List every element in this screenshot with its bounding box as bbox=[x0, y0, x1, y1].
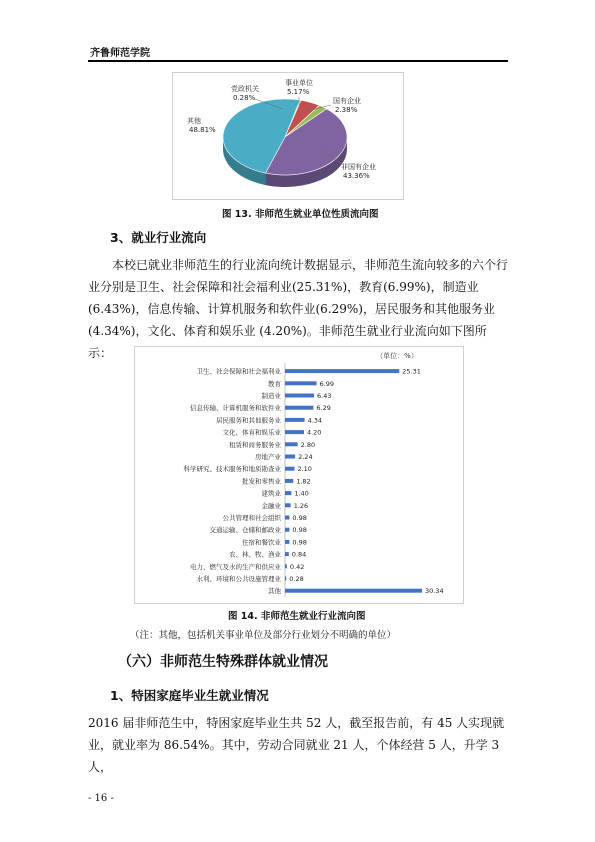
bar bbox=[285, 564, 287, 568]
pie-label-value: 0.28% bbox=[233, 94, 256, 102]
bar-value-label: 0.98 bbox=[292, 526, 307, 535]
bar-chart-unit-label: （单位：%） bbox=[376, 352, 418, 360]
pie-chart bbox=[173, 73, 403, 199]
bar-value-label: 1.82 bbox=[296, 477, 311, 486]
bar-category-label: 批发和零售业 bbox=[242, 477, 281, 486]
bar-category-label: 公共管理和社会组织 bbox=[222, 514, 281, 522]
page-number: - 16 - bbox=[88, 793, 114, 804]
section-heading-poor-families: 1、特困家庭毕业生就业情况 bbox=[110, 688, 269, 703]
bar-category-label: 金融业 bbox=[261, 501, 281, 510]
bar bbox=[285, 394, 314, 398]
bar bbox=[285, 479, 293, 483]
chart-note: （注：其他，包括机关事业单位及部分行业划分不明确的单位） bbox=[130, 630, 397, 641]
bar bbox=[285, 577, 286, 581]
bar-chart-caption: 图 14. 非师范生就业行业流向图 bbox=[228, 611, 366, 622]
pie-label-name: 党政机关 bbox=[231, 85, 259, 93]
bar-category-label: 信息传输、计算机服务和软件业 bbox=[190, 404, 281, 413]
bar-category-label: 水利、环境和公共设施管理业 bbox=[196, 575, 281, 583]
bar-value-label: 0.98 bbox=[292, 538, 307, 547]
pie-label-name: 事业单位 bbox=[285, 79, 313, 87]
bar-category-label: 农、林、牧、渔业 bbox=[229, 550, 281, 559]
bar bbox=[285, 406, 313, 410]
bar bbox=[285, 430, 304, 434]
bar-value-label: 2.10 bbox=[297, 465, 312, 474]
pie-chart-caption: 图 13. 非师范生就业单位性质流向图 bbox=[222, 209, 379, 220]
bar-chart-frame bbox=[134, 346, 464, 604]
bar bbox=[285, 369, 399, 373]
bar bbox=[285, 467, 294, 471]
bar-value-label: 2.24 bbox=[298, 453, 313, 461]
pie-chart-frame bbox=[172, 72, 404, 200]
bar-value-label: 1.40 bbox=[294, 489, 309, 498]
bar-value-label: 6.43 bbox=[317, 392, 332, 400]
bar-category-label: 交通运输、仓储和邮政业 bbox=[209, 526, 281, 535]
bar bbox=[285, 516, 289, 520]
pie-label-value: 2.38% bbox=[335, 106, 358, 114]
bar-category-label: 其他 bbox=[268, 587, 281, 596]
bar-category-label: 文化、体育和娱乐业 bbox=[222, 428, 281, 437]
bar bbox=[285, 503, 291, 507]
pie-label-name: 国有企业 bbox=[333, 97, 361, 105]
industry-flow-paragraph: 本校已就业非师范生的行业流向统计数据显示，非师范生流向较多的六个行业分别是卫生、社会保障和社会福利业(25.31%)，教育(6.99%)，制造业(6.43%)，信息传输、计算机服务和软件业(6.29%)，居民服务和其他服务业(4.34%)，文化、体育和娱乐业 (4.20%)。非师范生就业行业流向如下图所示： bbox=[88, 258, 509, 360]
poor-families-paragraph: 2016 届非师范生中，特困家庭毕业生共 52 人，截至报告前，有 45 人实现就业，就业率为 86.54%。其中，劳动合同就业 21 人，个体经营 5 人，升学 3 人， bbox=[88, 716, 505, 774]
bar-value-label: 0.98 bbox=[292, 514, 307, 522]
bar bbox=[285, 552, 289, 556]
bar-value-label: 4.20 bbox=[306, 428, 322, 437]
bar bbox=[285, 528, 289, 532]
bar-category-label: 制造业 bbox=[261, 392, 281, 400]
bar bbox=[285, 455, 295, 459]
section-heading-industry-flow: 3、就业行业流向 bbox=[110, 230, 207, 245]
bar-chart bbox=[135, 347, 463, 603]
bar bbox=[285, 418, 305, 422]
bar bbox=[285, 589, 422, 593]
bar-value-label: 1.26 bbox=[293, 501, 309, 510]
bar-value-label: 25.31 bbox=[402, 367, 421, 376]
bar-category-label: 建筑业 bbox=[261, 489, 281, 498]
pie-label-value: 43.36% bbox=[343, 172, 370, 180]
bar-value-label: 6.99 bbox=[319, 379, 335, 388]
bar-value-label: 0.84 bbox=[291, 550, 307, 559]
document-header-title: 齐鲁师范学院 bbox=[90, 48, 150, 59]
bar-category-label: 电力、燃气及水的生产和供应业 bbox=[190, 562, 281, 571]
bar-category-label: 租赁和商务服务业 bbox=[229, 440, 281, 449]
bar-value-label: 0.42 bbox=[289, 562, 305, 571]
bar-category-label: 卫生、社会保障和社会福利业 bbox=[196, 367, 281, 376]
bar-value-label: 30.34 bbox=[425, 587, 444, 596]
bar-category-label: 教育 bbox=[268, 379, 281, 388]
pie-label-name: 其他 bbox=[187, 117, 201, 125]
bar bbox=[285, 491, 291, 495]
bar bbox=[285, 540, 289, 544]
bar-category-label: 房地产业 bbox=[255, 453, 281, 461]
bar-category-label: 住宿和餐饮业 bbox=[242, 538, 281, 547]
header-divider bbox=[88, 60, 508, 62]
bar-value-label: 2.80 bbox=[300, 440, 316, 449]
pie-label-name: 非国有企业 bbox=[341, 163, 376, 171]
section-heading-special-groups: （六）非师范生特殊群体就业情况 bbox=[118, 654, 328, 670]
bar bbox=[285, 381, 317, 385]
bar-category-label: 科学研究、技术服务和地质勘查业 bbox=[183, 465, 281, 474]
bar-category-label: 居民服务和其他服务业 bbox=[216, 416, 281, 425]
pie-label-value: 48.81% bbox=[189, 126, 216, 134]
bar-value-label: 4.34 bbox=[307, 416, 323, 425]
pie-label-value: 5.17% bbox=[287, 88, 310, 96]
bar-value-label: 6.29 bbox=[316, 404, 331, 413]
bar bbox=[285, 442, 298, 446]
bar-value-label: 0.28 bbox=[289, 575, 304, 583]
